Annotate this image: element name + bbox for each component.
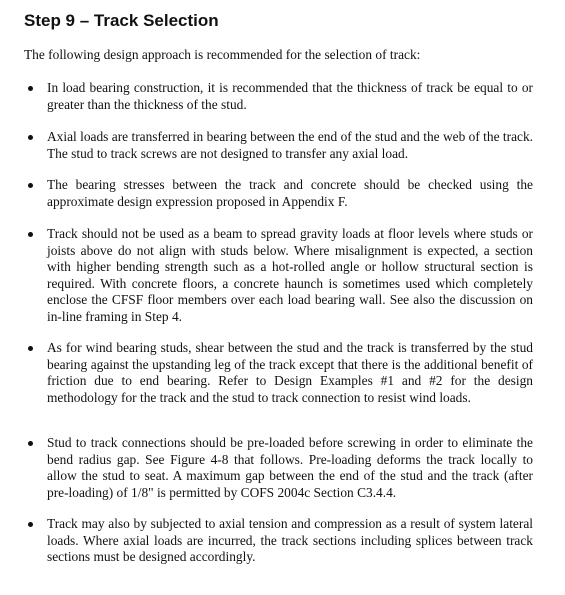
intro-paragraph: The following design approach is recommended for the selection of track: (24, 47, 421, 62)
bullet-icon (28, 346, 33, 351)
bullet-icon (28, 232, 33, 237)
bullet-icon (28, 183, 33, 188)
bullet-icon (28, 522, 33, 527)
list-item-text: Track may also by subjected to axial tension and compression as a result of system lateral loads. Where axial loads are incurred, the track sections including splices between track sections must be designed accordingly. (47, 516, 533, 564)
bullet-icon (28, 135, 33, 140)
list-item-text: Axial loads are transferred in bearing between the end of the stud and the web of the track. The stud to track screws are not designed to transfer any axial load. (47, 129, 533, 161)
list-item-text: Track should not be used as a beam to spread gravity loads at floor levels where studs or joists above do not align with studs below. Where misalignment is expected, a section with higher bending strength such as a hot-rolled angle or hollow structural section is required. With concrete floors, a concrete haunch is sometimes used which completely enclose the CFSF floor members over each load bearing wall. See also the discussion on in-line framing in Step 4. (47, 226, 533, 324)
section-heading: Step 9 – Track Selection (24, 11, 219, 30)
list-item-text: Stud to track connections should be pre-loaded before screwing in order to eliminate the bend radius gap. See Figure 4-8 that follows. Pre-loading deforms the track locally to allow the stud to seat. A maximum gap between the end of the stud and the track (after pre-loading) of 1/8" is permitted by COFS 2004c Section C3.4.4. (47, 435, 533, 500)
list-item-text: As for wind bearing studs, shear between the stud and the track is transferred by the stud bearing against the upstanding leg of the track except that there is the additional benefit of friction due to end bearing. Refer to Design Examples #1 and #2 for the design methodology for the track and the stud to track connection to resist wind loads. (47, 340, 533, 405)
list-item-text: In load bearing construction, it is recommended that the thickness of track be equal to or greater than the thickness of the stud. (47, 80, 533, 112)
bullet-icon (28, 441, 33, 446)
bullet-icon (28, 86, 33, 91)
list-item-text: The bearing stresses between the track and concrete should be checked using the approximate design expression proposed in Appendix F. (47, 177, 533, 209)
